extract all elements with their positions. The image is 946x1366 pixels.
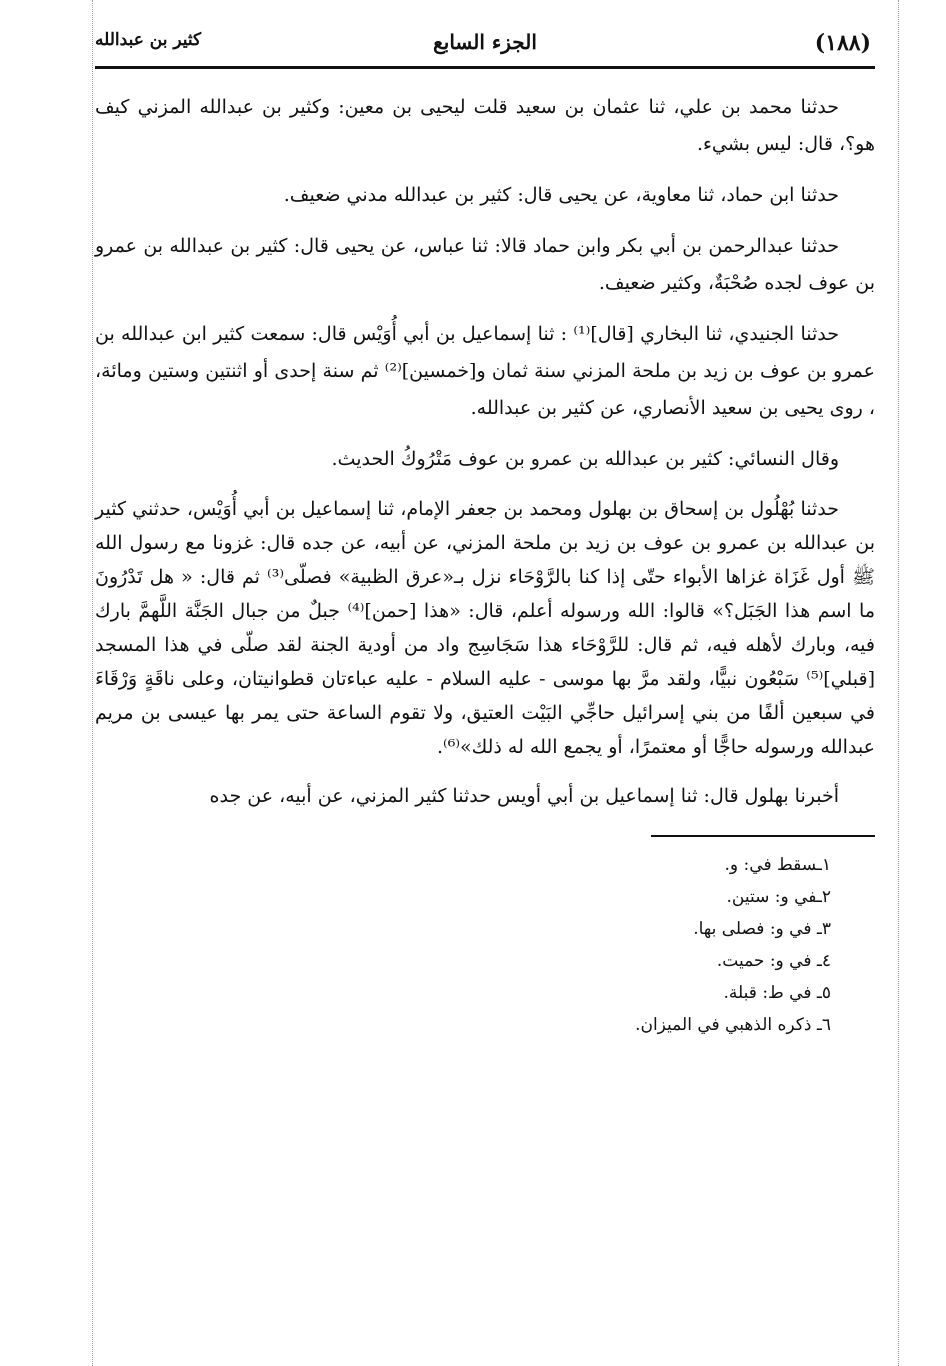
- paragraph: أخبرنا بهلول قال: ثنا إسماعيل بن أبي أويس حدثنا كثير المزني، عن أبيه، عن جده: [209, 785, 839, 807]
- footnote-separator: [651, 835, 875, 837]
- paragraph: حدثنا الجنيدي، ثنا البخاري [قال]⁽¹⁾ : ثنا إسماعيل بن أبي أُوَيْس قال: سمعت كثير ابن عبدالله بن عمرو بن عوف بن زيد بن ملحة المزني سنة ثمان و[خمسين]⁽²⁾ ثم سنة إحدى أو اثنتين وستين ومائة، ، روى يحيى بن سعيد الأنصاري، عن كثير بن عبدالله.: [95, 323, 876, 419]
- footnote: ١ـسقط في: و.: [724, 855, 831, 875]
- footnote: ٣ـ في و: فصلى بها.: [693, 919, 831, 939]
- paragraph: حدثنا محمد بن علي، ثنا عثمان بن سعيد قلت ليحيى بن معين: وكثير بن عبدالله المزني كيف هو؟، قال: ليس بشيء.: [95, 96, 875, 155]
- scan-margin-line-right: [898, 0, 899, 1366]
- book-page: [95, 20, 875, 1041]
- footnote: ٤ـ في و: حميت.: [716, 951, 831, 971]
- running-name: كثير بن عبدالله: [95, 30, 202, 50]
- paragraph: حدثنا ابن حماد، ثنا معاوية، عن يحيى قال: كثير بن عبدالله مدني ضعيف.: [283, 184, 839, 206]
- paragraph: وقال النسائي: كثير بن عبدالله بن عمرو بن عوف مَتْرُوكُ الحديث.: [331, 448, 839, 470]
- scan-margin-line-left: [92, 0, 93, 1366]
- footnote: ٥ـ في ط: قبلة.: [723, 983, 831, 1003]
- footnotes: [95, 849, 875, 1041]
- part-title: الجزء السابع: [433, 30, 537, 54]
- footnote: ٦ـ ذكره الذهبي في الميزان.: [635, 1015, 831, 1035]
- main-text: [95, 89, 875, 815]
- running-header: [95, 20, 875, 69]
- page-number: (١٨٨): [814, 30, 871, 56]
- paragraph: حدثنا بُهْلُول بن إسحاق بن بهلول ومحمد بن جعفر الإمام، ثنا إسماعيل بن أبي أُوَيْس، حدثني كثير بن عبدالله بن عمرو بن عوف بن زيد بن ملحة المزني، عن أبيه، عن جده قال: غزونا مع رسول الله ﷺ أول غَزَاة غزاها الأبواء حتّى إذا كنا بالرَّوْحَاء نزل بـ«عرق الظبية» فصلّى⁽³⁾ ثم قال: « هل تَدْرُونَ ما اسم هذا الجَبَل؟» قالوا: الله ورسوله أعلم، قال: «هذا [حمن]⁽⁴⁾ جبلٌ من جبال الجَنَّة اللَّهمَّ بارك فيه، وبارك لأهله فيه، ثم قال: للرَّوْحَاء هذا سَجَاسِج واد من أودية الجنة لقد صلّى في هذا المسجد [قبلي]⁽⁵⁾ سَبْعُون نبيًّا، ولقد مرَّ بها موسى - عليه السلام - عليه عباءتان قطوانيتان، وعلى ناقَةٍ وَرْقَاءَ في سبعين ألفًا من بني إسرائيل حاجِّي البَيْت العتيق، ولا تقوم الساعة حتى يمر بها عيسى بن مريم عبدالله ورسوله حاجًّا أو معتمرًا، أو يجمع الله له ذلك»⁽⁶⁾.: [95, 498, 875, 758]
- paragraph: حدثنا عبدالرحمن بن أبي بكر وابن حماد قالا: ثنا عباس، عن يحيى قال: كثير بن عبدالله بن عمرو بن عوف لجده صُحْبَةٌ، وكثير ضعيف.: [95, 235, 875, 294]
- footnote: ٢ـفي و: ستين.: [726, 887, 831, 907]
